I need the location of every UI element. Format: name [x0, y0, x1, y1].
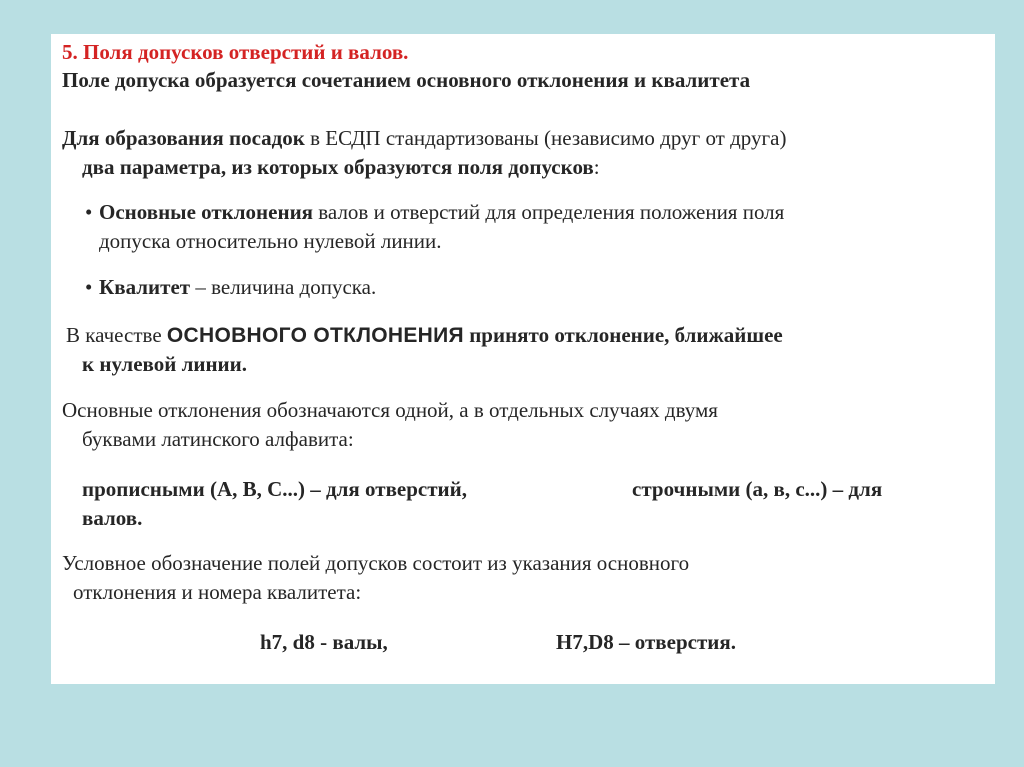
paragraph-fits-line2-bold: два параметра, из которых образуются поля допусков [82, 155, 594, 179]
example-shafts: h7, d8 - валы, [260, 630, 388, 654]
paragraph-fits-text: в ЕСДП стандартизованы (независимо друг от друга) [304, 126, 787, 150]
lowercase-letters-text: строчными (а, в, с...) – для [632, 477, 883, 501]
bullet-deviations-bold: Основные отклонения [99, 200, 314, 224]
paragraph-letters-line2: буквами латинского алфавита: [82, 427, 354, 451]
slide-title: 5. Поля допусков отверстий и валов. [62, 40, 409, 64]
paragraph-main-deviation-bold: принято отклонение, ближайшее [463, 323, 783, 347]
slide [51, 34, 995, 684]
paragraph-main-deviation-line1 [66, 322, 783, 349]
bullet-grade-bold: Квалитет [99, 275, 191, 299]
paragraph-main-deviation-caps: ОСНОВНОГО ОТКЛОНЕНИЯ [166, 324, 464, 347]
slide-subtitle: Поле допуска образуется сочетанием основного отклонения и квалитета [62, 68, 751, 92]
bullet-grade [85, 274, 376, 300]
bullet-deviations [85, 199, 784, 225]
paragraph-designation-line1: Условное обозначение полей допусков состоит из указания основного [62, 551, 690, 575]
paragraph-fits-line2-text: : [593, 155, 600, 179]
paragraph-fits-line1 [62, 125, 786, 151]
bullet-grade-text: – величина допуска. [190, 275, 377, 299]
bullet-icon: • [85, 275, 93, 299]
paragraph-fits-line2 [82, 154, 600, 180]
paragraph-main-deviation-line2: к нулевой линии. [82, 352, 248, 376]
paragraph-designation-line2: отклонения и номера квалитета: [73, 580, 362, 604]
uppercase-letters-text: прописными (А, В, С...) – для отверстий, [82, 477, 468, 501]
lowercase-letters-line2: валов. [82, 506, 143, 530]
bullet-deviations-text: валов и отверстий для определения положения поля [313, 200, 785, 224]
paragraph-letters-line1: Основные отклонения обозначаются одной, а в отдельных случаях двумя [62, 398, 718, 422]
bullet-deviations-line2: допуска относительно нулевой линии. [99, 229, 442, 253]
bullet-icon: • [85, 200, 93, 224]
paragraph-main-deviation-pre: В качестве [66, 323, 167, 347]
paragraph-fits-bold: Для образования посадок [62, 126, 305, 150]
example-holes: H7,D8 – отверстия. [556, 630, 736, 654]
